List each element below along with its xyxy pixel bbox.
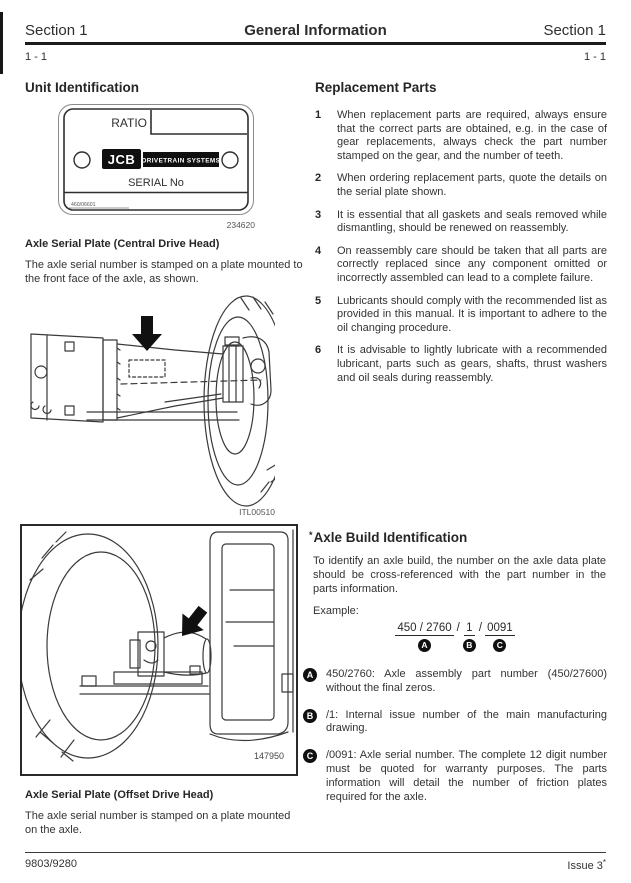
axle-build-heading [309,530,467,545]
key-text: /1: Internal issue number of the main manufacturing drawing. [326,708,607,735]
example-segment-a [395,622,453,652]
tyre-outer [204,296,275,506]
issue-label [567,858,606,872]
plate-location-dashed [129,360,165,377]
figure-code-central: ITL00510 [239,507,275,517]
hub-detail [144,660,158,663]
key-text: 450/2760: Axle assembly part number (450/27600) without the final zeros. [326,668,607,694]
axle-centerline [121,380,261,384]
example-separator: / [478,622,483,634]
example-segment-b [463,622,476,652]
serial-plate-figure [57,103,255,216]
tyre-inner [47,552,155,740]
body-panel-lines [226,590,274,646]
chassis-hole [35,366,47,378]
item-text: When replacement parts are required, always ensure that the correct parts are obtained, e.g. in the case of gear replacements, always check the part number stamped on the gear, and the number of teeth. [337,109,607,162]
arm-clip [190,666,200,674]
bracket-plate [114,672,202,684]
rivet-hole-left [74,152,90,168]
ratio-label: RATIO [111,116,147,130]
item-text: It is essential that all gaskets and seals removed while dismantling, should be renewed on reassembly. [337,208,607,235]
axle-build-intro: To identify an axle build, the number on the axle data plate should be cross-referenced with the part number in the parts information. [313,555,606,595]
list-item [315,245,607,286]
axle-build-key-list [303,668,607,817]
pointer-arrow [171,601,213,644]
rivet-hole-right [222,152,238,168]
caption-central-drive-head: Axle Serial Plate (Central Drive Head) [25,238,220,250]
list-item [315,209,607,236]
uj-cap [225,337,239,345]
body-central-drive-head: The axle serial number is stamped on a plate mounted to the front face of the axle, as shown. [25,259,303,285]
unit-identification-heading: Unit Identification [25,80,139,95]
key-text: /0091: Axle serial number. The complete 12 digit number must be quoted for warranty purposes. The parts information will detail the number of friction plates required for the axle. [326,749,607,803]
item-number: 3 [315,208,322,221]
figure-number-plate: 234620 [226,220,255,230]
drivetrain-systems-text: DRIVETRAIN SYSTEMS [141,157,221,165]
central-drive-head-figure [25,294,275,509]
segment-c-value: 0091 [487,622,513,634]
uj-bars [229,346,236,402]
axle-build-heading-text: Axle Build Identification [313,530,468,545]
replacement-parts-list [315,109,607,385]
footer-rule [25,852,606,853]
example-number-row [303,622,607,652]
key-badge-b: B [303,709,317,723]
jcb-logo-text: JCB [107,152,136,167]
list-item [315,295,607,336]
item-text: When ordering replacement parts, quote the details on the serial plate shown. [337,172,607,198]
tie-rod [165,394,221,402]
rail-bolt [82,676,96,686]
key-badge-c: C [303,749,317,763]
offset-drive-head-figure [20,524,298,776]
body-skirt [210,732,288,741]
tread-marks-bottom [36,720,74,761]
key-item [303,709,607,737]
hub-outline [243,337,271,405]
issue-text: Issue 3 [567,860,603,872]
item-text: On reassembly care should be taken that all parts are correctly replaced since any component omitted or incorrectly assembled can lead to a complete failure. [337,244,607,284]
badge-c: C [493,639,506,652]
example-segment-c [485,622,515,652]
item-number: 4 [315,244,322,257]
uj-housing [223,346,243,402]
replacement-parts-heading: Replacement Parts [315,80,437,95]
body-inner-panel [222,544,274,720]
key-item [303,749,607,804]
key-item [303,668,607,696]
body-offset-drive-head: The axle serial number is stamped on a plate mounted on the axle. [25,810,291,836]
item-number: 1 [315,109,322,121]
key-badge-a: A [303,668,317,682]
heading-star: * [309,530,313,540]
serial-no-label: SERIAL No [128,177,184,189]
hub-block [138,632,164,676]
chassis-bolt-bottom [65,406,74,415]
axle-flange [103,340,117,420]
publication-number: 9803/9280 [25,858,77,870]
page-number-left: 1 - 1 [25,51,48,63]
segment-b-value: 1 [466,622,473,634]
list-item [315,109,607,163]
rails [80,686,209,694]
hub-circle [251,359,265,373]
tread-marks-bottom [261,464,275,492]
figure-code-offset: 147950 [253,751,284,761]
example-label: Example: [313,605,359,617]
item-number: 6 [315,344,322,357]
plate-part-number: 460/06601 [71,202,96,208]
chassis-bolt-top [65,342,74,351]
issue-star: * [602,858,606,867]
segment-a-value: 450 / 2760 [397,622,452,634]
list-item [315,344,607,385]
caption-offset-drive-head: Axle Serial Plate (Offset Drive Head) [25,789,214,801]
header-section-right: Section 1 [543,22,606,39]
badge-a: A [418,639,431,652]
chassis-clips [31,402,51,413]
header-section-left: Section 1 [25,22,88,39]
list-item [315,172,607,199]
item-number: 5 [315,294,322,307]
page-number-right: 1 - 1 [583,51,606,63]
header-rule [25,42,606,45]
right-column [303,80,607,803]
page-title: General Information [244,22,387,39]
item-text: Lubricants should comply with the recommended list as provided in this manual. It is important to adhere to the oil changing procedure. [337,294,607,334]
badge-b: B [463,639,476,652]
example-separator: / [456,622,460,634]
item-number: 2 [315,172,322,185]
ratio-box [151,110,247,134]
item-text: It is advisable to lightly lubricate with a recommended lubricant, parts such as gears, shafts, thrust washers and oil seals during reassembly. [337,344,607,384]
